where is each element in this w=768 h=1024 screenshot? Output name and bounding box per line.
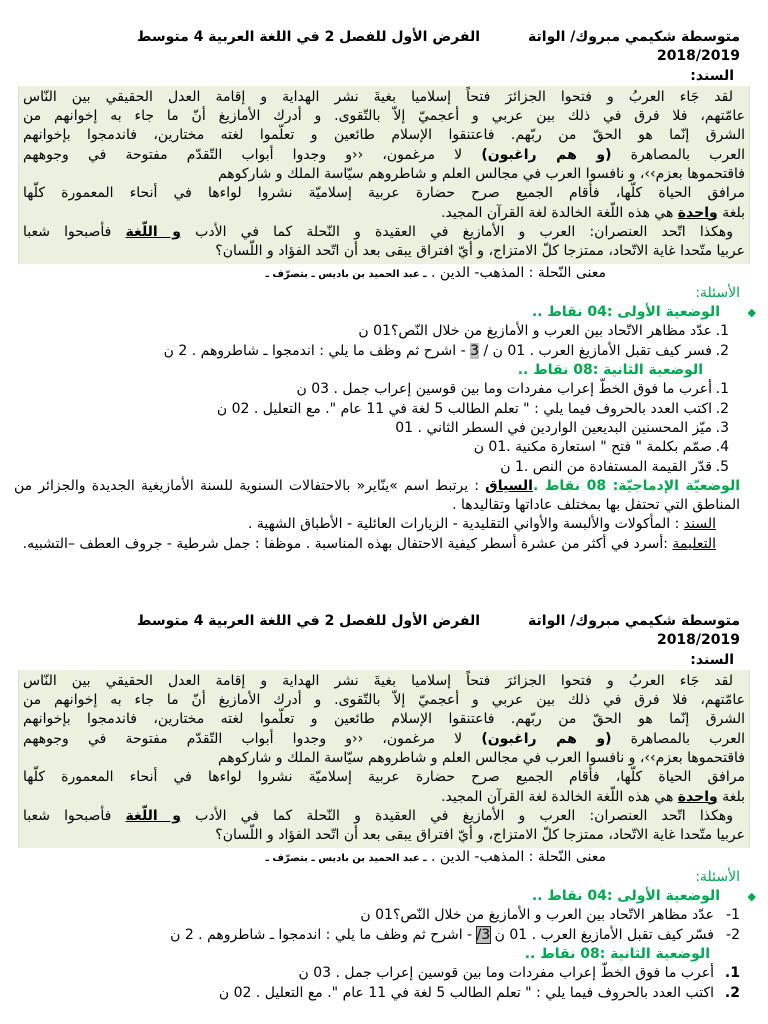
question-number: 1.	[715, 323, 729, 340]
passage-text: وهكذا اتّحد العنصران: العرب و الأمازيغ في العقيدة و النّحلة كما في الأدب	[181, 223, 733, 240]
support-label: السند	[683, 516, 716, 533]
section-title: الوضعيّة الإدماجيّة: 08 نقاط .	[532, 477, 741, 494]
question-text: قدّر القيمة المستفادة من النص .1 ن	[500, 458, 712, 475]
passage-text: هي هذه اللّغة الخالدة لغة القرآن المجيد.	[441, 204, 678, 221]
passage-text: بلغة	[717, 204, 745, 221]
question-number: 2-	[726, 926, 740, 943]
question-number: 1-	[726, 907, 740, 924]
exam-copy-2	[14, 612, 756, 1022]
question-text-part: فسّر كيف تقبل الأمازيغ العرب . 01 ن	[490, 926, 714, 943]
underlined-word: و اللّغة	[125, 223, 182, 240]
underlined-word: و اللّغة	[125, 807, 182, 824]
passage-line: عامّتهم، فلا فرق في ذلك بين عربي و أعجميّ إلاّ بالتّقوى. و أدرك الأمازيغ أنّ ما جاء به إخوانهم من	[23, 108, 745, 125]
context-text: : يرتبط اسم »ينّاير« بالاحتفالات السنوية للسنة الأمازيغية الجديدة والجزائر من المناطق التي تحتفل بها بمختلف عاداتها وتقاليدها .	[14, 477, 740, 514]
question-text	[14, 342, 712, 361]
passage-line: عامّتهم، فلا فرق في ذلك بين عربي و أعجميّ إلاّ بالتّقوى. و أدرك الأمازيغ أنّ ما جاء به إخوانهم من	[23, 692, 745, 709]
question-text-part: فسر كيف تقبل الأمازيغ العرب . 01 ن /	[479, 342, 712, 359]
section-title-text: الوضعية الأولى :04 نقاط ..	[531, 888, 720, 905]
question-text: أعرب ما فوق الخطّ إعراب مفردات وما بين قوسين إعراب جمل . 03 ن	[298, 965, 714, 982]
exam-copy-1	[14, 28, 756, 554]
highlighted-number: 3	[470, 342, 479, 359]
passage-source: ـ عبد الحميد بن باديس ـ بتصرّف ـ	[265, 852, 427, 864]
question-number: 5.	[715, 458, 729, 475]
section-title: الوضعية الثانية :08 نقاط ..	[517, 362, 703, 379]
question-number: 1.	[724, 965, 740, 982]
passage-text: لا مرغمون، ‹‹و وجدوا أبواب التّقدّم مفتوحة في وجوههم	[23, 146, 482, 163]
reading-passage	[18, 86, 750, 264]
question-number: 4.	[715, 439, 729, 456]
passage-line: لقد جَاء العربُ و فتحوا الجزائرَ فتحاً إسلاميا بغيةَ نشر الهداية و إقامة العدل الحقيقي بين النّاس	[23, 672, 733, 689]
question-number: 1.	[715, 381, 729, 398]
word-meaning-note	[14, 848, 756, 868]
exam-header	[14, 28, 756, 47]
school-name: متوسطة شكيمي مبروك/ الواتة	[528, 29, 740, 45]
passage-text: العرب بالمصاهرة	[611, 730, 745, 747]
question-text-part: - اشرح ثم وظف ما يلي : اندمجوا ـ شاطروهم . 2 ن	[163, 342, 471, 359]
section-title	[14, 303, 756, 322]
diamond-bullet-icon: ◆	[747, 306, 756, 320]
question-text: صمّم بكلمة " فتح " استعارة مكنية .01 ن	[473, 439, 712, 456]
meaning-text: معنى النّحلة : المذهب- الدين .	[426, 848, 606, 865]
passage-line: لقد جَاء العربُ و فتحوا الجزائرَ فتحاً إسلاميا بغيةَ نشر الهداية و إقامة العدل الحقيقي بين النّاس	[23, 88, 733, 105]
instruction-text: :أسرد في أكثر من عشرة أسطر كيفية الاحتفال بهذه المناسبة . موظفا : جمل شرطية - جروف العطف –التشبيه.	[22, 535, 673, 552]
meaning-text: معنى النّحلة : المذهب- الدين .	[426, 264, 606, 281]
passage-source: ـ عبد الحميد بن باديس ـ بتصرّف ـ	[265, 268, 427, 280]
passage-line: الشرق إنّما هو الحقّ من ربّهم. فاعتنقوا الإسلام طائعين و تعلّموا لغته مختارين، فاندمجوا بإخوانهم	[23, 127, 745, 144]
question-text: عدّد مظاهر الاتّحاد بين العرب و الأمازيغ من خلال النّص؟01 ن	[360, 907, 714, 924]
question-item	[14, 926, 756, 945]
question-number: 2.	[724, 984, 740, 1001]
passage-line: فاقتحموها بعزم››، و نافسوا العرب في مجالس العلم و شاطروهم سيّاسة الملك و شاركوهم	[217, 166, 745, 183]
question-item	[14, 438, 756, 457]
passage-line	[23, 223, 745, 242]
diamond-bullet-icon: ◆	[747, 890, 756, 904]
question-number: 2.	[715, 400, 729, 417]
question-item	[14, 964, 756, 983]
question-item	[14, 906, 756, 925]
passage-line: مرافق الحياة كلّها، فأقام الجميع صرح حضارة عربية إسلاميّة نشروا لواءها في أنحاء المعمورة كلّها	[23, 185, 745, 202]
emphasized-phrase: (و هم راغبون)	[481, 730, 612, 747]
school-name: متوسطة شكيمي مبروك/ الواتة	[528, 613, 740, 629]
question-item	[14, 322, 756, 341]
questions-label: الأسئلة:	[695, 284, 740, 301]
passage-line	[23, 730, 745, 749]
question-number: 3.	[715, 419, 729, 436]
passage-text: فأصبحوا شعبا	[23, 223, 126, 240]
question-item	[14, 342, 756, 361]
questions-label: الأسئلة:	[695, 868, 740, 885]
passage-line: فاقتحموها بعزم››، و نافسوا العرب في مجالس العلم و شاطروهم سيّاسة الملك و شاركوهم	[217, 750, 745, 767]
question-item	[14, 458, 756, 477]
emphasized-phrase: (و هم راغبون)	[481, 146, 612, 163]
passage-line: الشرق إنّما هو الحقّ من ربّهم. فاعتنقوا الإسلام طائعين و تعلّموا لغته مختارين، فاندمجوا بإخوانهم	[23, 711, 745, 728]
question-text: أعرب ما فوق الخطّ إعراب مفردات وما بين قوسين إعراب جمل . 03 ن	[296, 381, 712, 398]
instruction-label: التعليمة	[672, 535, 716, 552]
section-title: الوضعية الثانية :08 نقاط ..	[524, 946, 710, 963]
exam-header	[14, 612, 756, 631]
context-label: السياق	[485, 477, 533, 494]
passage-line: عربيا متّحدا غاية الاتّحاد، ممتزجا كلّ الامتزاج، و أيّ افتراق يبقى بعد أن اتّحد الفؤاد و اللّسان؟	[215, 827, 745, 844]
passage-line	[23, 204, 745, 223]
integration-task	[14, 477, 756, 516]
passage-text: هي هذه اللّغة الخالدة لغة القرآن المجيد.	[441, 788, 678, 805]
question-text: ميّز المحسنين البديعين الواردين في السطر الثاني . 01	[395, 419, 712, 436]
question-text: عدّد مظاهر الاتّحاد بين العرب و الأمازيغ من خلال النّص؟01 ن	[358, 323, 712, 340]
word-meaning-note	[14, 264, 756, 284]
question-item	[14, 400, 756, 419]
question-item	[14, 380, 756, 399]
passage-line: مرافق الحياة كلّها، فأقام الجميع صرح حضارة عربية إسلاميّة نشروا لواءها في أنحاء المعمورة كلّها	[23, 769, 745, 786]
underlined-word: واحدة	[677, 788, 718, 805]
exam-title: الفرض الأول للفصل 2 في اللغة العربية 4 متوسط	[136, 613, 481, 629]
passage-line: عربيا متّحدا غاية الاتّحاد، ممتزجا كلّ الامتزاج، و أيّ افتراق يبقى بعد أن اتّحد الفؤاد و اللّسان؟	[215, 243, 745, 260]
reading-passage	[18, 670, 750, 848]
question-text-part: - اشرح ثم وظف ما يلي : اندمجوا ـ شاطروهم . 2 ن	[170, 926, 477, 943]
question-item	[14, 419, 756, 438]
task-support	[14, 515, 756, 534]
passage-line	[23, 146, 745, 165]
passage-line	[23, 788, 745, 807]
section-title	[14, 887, 756, 906]
passage-text: العرب بالمصاهرة	[611, 146, 745, 163]
passage-line	[23, 807, 745, 826]
highlighted-number: 3/	[476, 926, 491, 943]
question-item	[14, 984, 756, 1003]
task-instruction	[14, 535, 756, 554]
section-title-text: الوضعية الأولى :04 نقاط ..	[531, 304, 720, 321]
passage-text: لا مرغمون، ‹‹و وجدوا أبواب التّقدّم مفتوحة في وجوههم	[23, 730, 482, 747]
passage-text: بلغة	[717, 788, 745, 805]
school-year: 2018/2019	[656, 48, 740, 65]
passage-text: وهكذا اتّحد العنصران: العرب و الأمازيغ في العقيدة و النّحلة كما في الأدب	[181, 807, 733, 824]
question-text: اكتب العدد بالحروف فيما يلي : " تعلم الطالب 5 لغة في 11 عام ". مع التعليل . 02 ن	[218, 984, 714, 1001]
school-year: 2018/2019	[656, 632, 740, 649]
passage-text: فأصبحوا شعبا	[23, 807, 126, 824]
support-text: : المأكولات والألبسة والأواني التقليدية - الزيارات العائلية - الأطباق الشهية .	[247, 516, 684, 533]
question-text: اكتب العدد بالحروف فيما يلي : " تعلم الطالب 5 لغة في 11 عام ". مع التعليل . 02 ن	[216, 400, 712, 417]
source-text-label: السند:	[690, 67, 734, 84]
question-number: 2.	[715, 342, 729, 359]
underlined-word: واحدة	[677, 204, 718, 221]
exam-title: الفرض الأول للفصل 2 في اللغة العربية 4 متوسط	[136, 29, 481, 45]
source-text-label: السند:	[690, 651, 734, 668]
question-text	[14, 926, 714, 945]
